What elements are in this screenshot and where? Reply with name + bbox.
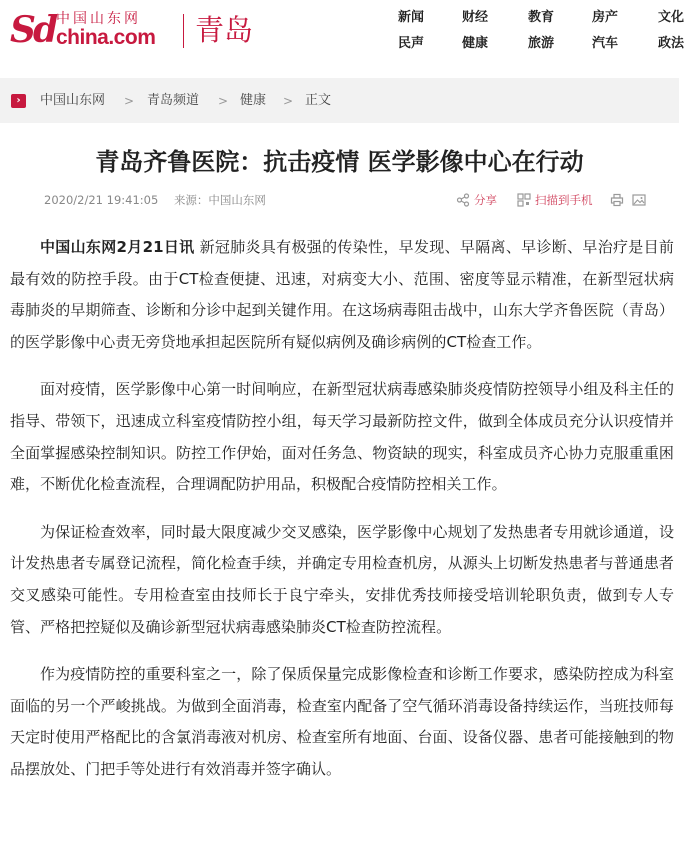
nav-item-culture[interactable]: 文化 xyxy=(658,10,684,25)
article-paragraph-text: 新冠肺炎具有极强的传染性，早发现、早隔离、早诊断、早治疗是目前最有效的防控手段。由于CT检查便捷、迅速，对病变大小、范围、密度等显示精准，在新型冠状病毒肺炎的早期筛查、诊断和分诊中起到关键作用。在这场病毒阻击战中，山东大学齐鲁医院（青岛）的医学影像中心责无旁贷地承担起医院所有疑似病例及确诊病例的CT检查工作。 xyxy=(10,238,674,351)
scan-to-phone-button[interactable]: 扫描到手机 xyxy=(535,193,593,207)
article-paragraph: 为保证检查效率，同时最大限度减少交叉感染，医学影像中心规划了发热患者专用就诊通道，设计发热患者专属登记流程，简化检查手续，并确定专用检查机房，从源头上切断发热患者与普通患者交叉感染可能性。专用检查室由技师长于良宁牵头，安排优秀技师接受培训轮职负责，做到专人专管、严格把控疑似及确诊新型冠状病毒感染肺炎CT检查防控流程。 xyxy=(10,522,674,636)
nav-item-health[interactable]: 健康 xyxy=(462,36,489,51)
article-title: 青岛齐鲁医院：抗击疫情 医学影像中心在行动 xyxy=(95,148,584,176)
site-header xyxy=(0,0,684,70)
breadcrumb-separator: > xyxy=(283,94,294,108)
breadcrumb-current: 正文 xyxy=(305,93,332,108)
nav-item-news[interactable]: 新闻 xyxy=(398,10,425,25)
nav-item-finance[interactable]: 财经 xyxy=(462,10,489,25)
logo-chinese-name: 中国山东网 xyxy=(56,11,141,27)
article-lead: 中国山东网2月21日讯 xyxy=(40,238,195,256)
breadcrumb-section[interactable]: 健康 xyxy=(240,93,267,108)
breadcrumb-home[interactable]: 中国山东网 xyxy=(40,93,106,108)
article-date: 2020/2/21 19:41:05 xyxy=(44,193,159,207)
nav-item-travel[interactable]: 旅游 xyxy=(528,36,555,51)
article-paragraph: 面对疫情，医学影像中心第一时间响应，在新型冠状病毒感染肺炎疫情防控领导小组及科主任的指导、带领下，迅速成立科室疫情防控小组，每天学习最新防控文件，做到全体成员充分认识疫情并全面掌握感染控制知识。防控工作伊始，面对任务急、物资缺的现实，科室成员齐心协力克服重重困难，不断优化检查流程，合理调配防护用品，积极配合疫情防控相关工作。 xyxy=(10,380,674,494)
breadcrumb-separator: > xyxy=(218,94,229,108)
chevron-right-icon: › xyxy=(11,94,26,108)
article-paragraph: 作为疫情防控的重要科室之一，除了保质保量完成影像检查和诊断工作要求，感染防控成为科室面临的另一个严峻挑战。为做到全面消毒，检查室内配备了空气循环消毒设备持续运作，当班技师每天定时使用严格配比的含氯消毒液对机房、检查室所有地面、台面、设备仪器、患者可能接触到的物品摆放处、门把手等处进行有效消毒并签字确认。 xyxy=(10,665,674,778)
image-icon[interactable] xyxy=(632,193,646,207)
nav-item-education[interactable]: 教育 xyxy=(528,10,555,25)
logo-divider xyxy=(183,14,184,48)
logo-mark: Sd xyxy=(10,9,56,51)
logo-domain: china.com xyxy=(56,26,156,49)
article-meta xyxy=(44,192,278,208)
nav-item-auto[interactable]: 汽车 xyxy=(592,36,619,51)
breadcrumb-channel[interactable]: 青岛频道 xyxy=(147,93,200,108)
top-nav xyxy=(385,9,684,61)
print-icon[interactable] xyxy=(610,193,624,207)
breadcrumb-separator: > xyxy=(124,94,135,108)
article-source: 来源：中国山东网 xyxy=(173,193,266,207)
qr-code-icon[interactable] xyxy=(517,193,531,207)
channel-city-name: 青岛 xyxy=(195,13,254,47)
share-button[interactable]: 分享 xyxy=(474,193,497,207)
nav-item-realestate[interactable]: 房产 xyxy=(592,10,619,25)
article-body xyxy=(10,232,674,802)
article-paragraph xyxy=(10,232,674,358)
share-icon[interactable] xyxy=(456,193,470,207)
nav-item-law[interactable]: 政法 xyxy=(658,36,684,51)
breadcrumb xyxy=(0,78,679,123)
nav-item-voice[interactable]: 民声 xyxy=(398,36,425,51)
